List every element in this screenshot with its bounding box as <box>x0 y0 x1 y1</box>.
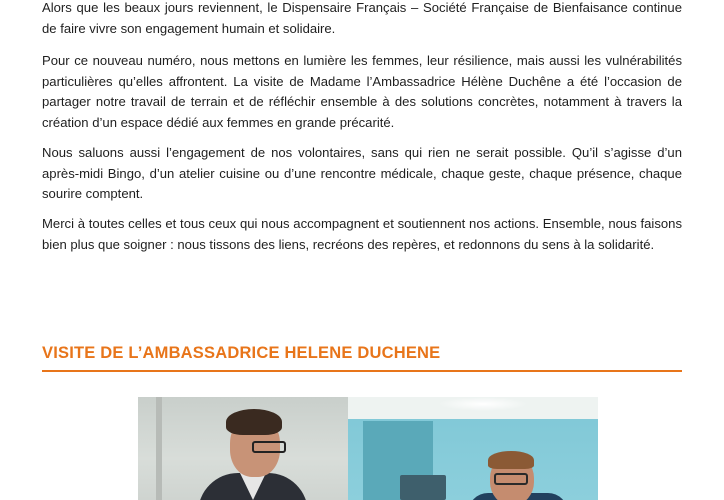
intro-paragraph: Alors que les beaux jours reviennent, le Dispensaire Français – Société Française de Bienfaisance continue de faire vivre son engagement humain et solidaire. <box>42 0 682 36</box>
section-divider <box>42 370 682 372</box>
section-title: VISITE DE L’AMBASSADRICE HELENE DUCHENE <box>42 344 441 362</box>
photo-person-right-glasses <box>494 473 528 485</box>
photo-equipment <box>400 475 446 500</box>
photo-person-right-hair <box>488 451 534 469</box>
photo-person-left-hair <box>226 409 282 435</box>
photo-door-frame <box>156 397 162 500</box>
thanks-paragraph: Merci à toutes celles et tous ceux qui nous accompagnent et soutiennent nos actions. Ensemble, nous faisons bien plus que soigner : nous tissons des liens, recréons des repères, et redonnons du sens à la solidarité. <box>42 216 682 252</box>
ambassador-visit-photo <box>138 397 598 500</box>
photo-ceiling-light <box>438 397 528 411</box>
photo-person-left-glasses <box>252 441 286 453</box>
volunteers-paragraph: Nous saluons aussi l’engagement de nos volontaires, sans qui rien ne serait possible. Qu’il s’agisse d’un après-midi Bingo, d’un atelier cuisine ou d’une rencontre médicale, chaque geste, chaque présence, chaque sourire comptent. <box>42 145 682 201</box>
women-focus-paragraph: Pour ce nouveau numéro, nous mettons en lumière les femmes, leur résilience, mais aussi les vulnérabilités particulières qu’elles affrontent. La visite de Madame l’Ambassadrice Hélène Duchêne a été l’occasion de partager notre travail de terrain et de réfléchir ensemble à des solutions concrètes, notamment à travers la création d’un espace dédié aux femmes en grande précarité. <box>42 53 682 130</box>
